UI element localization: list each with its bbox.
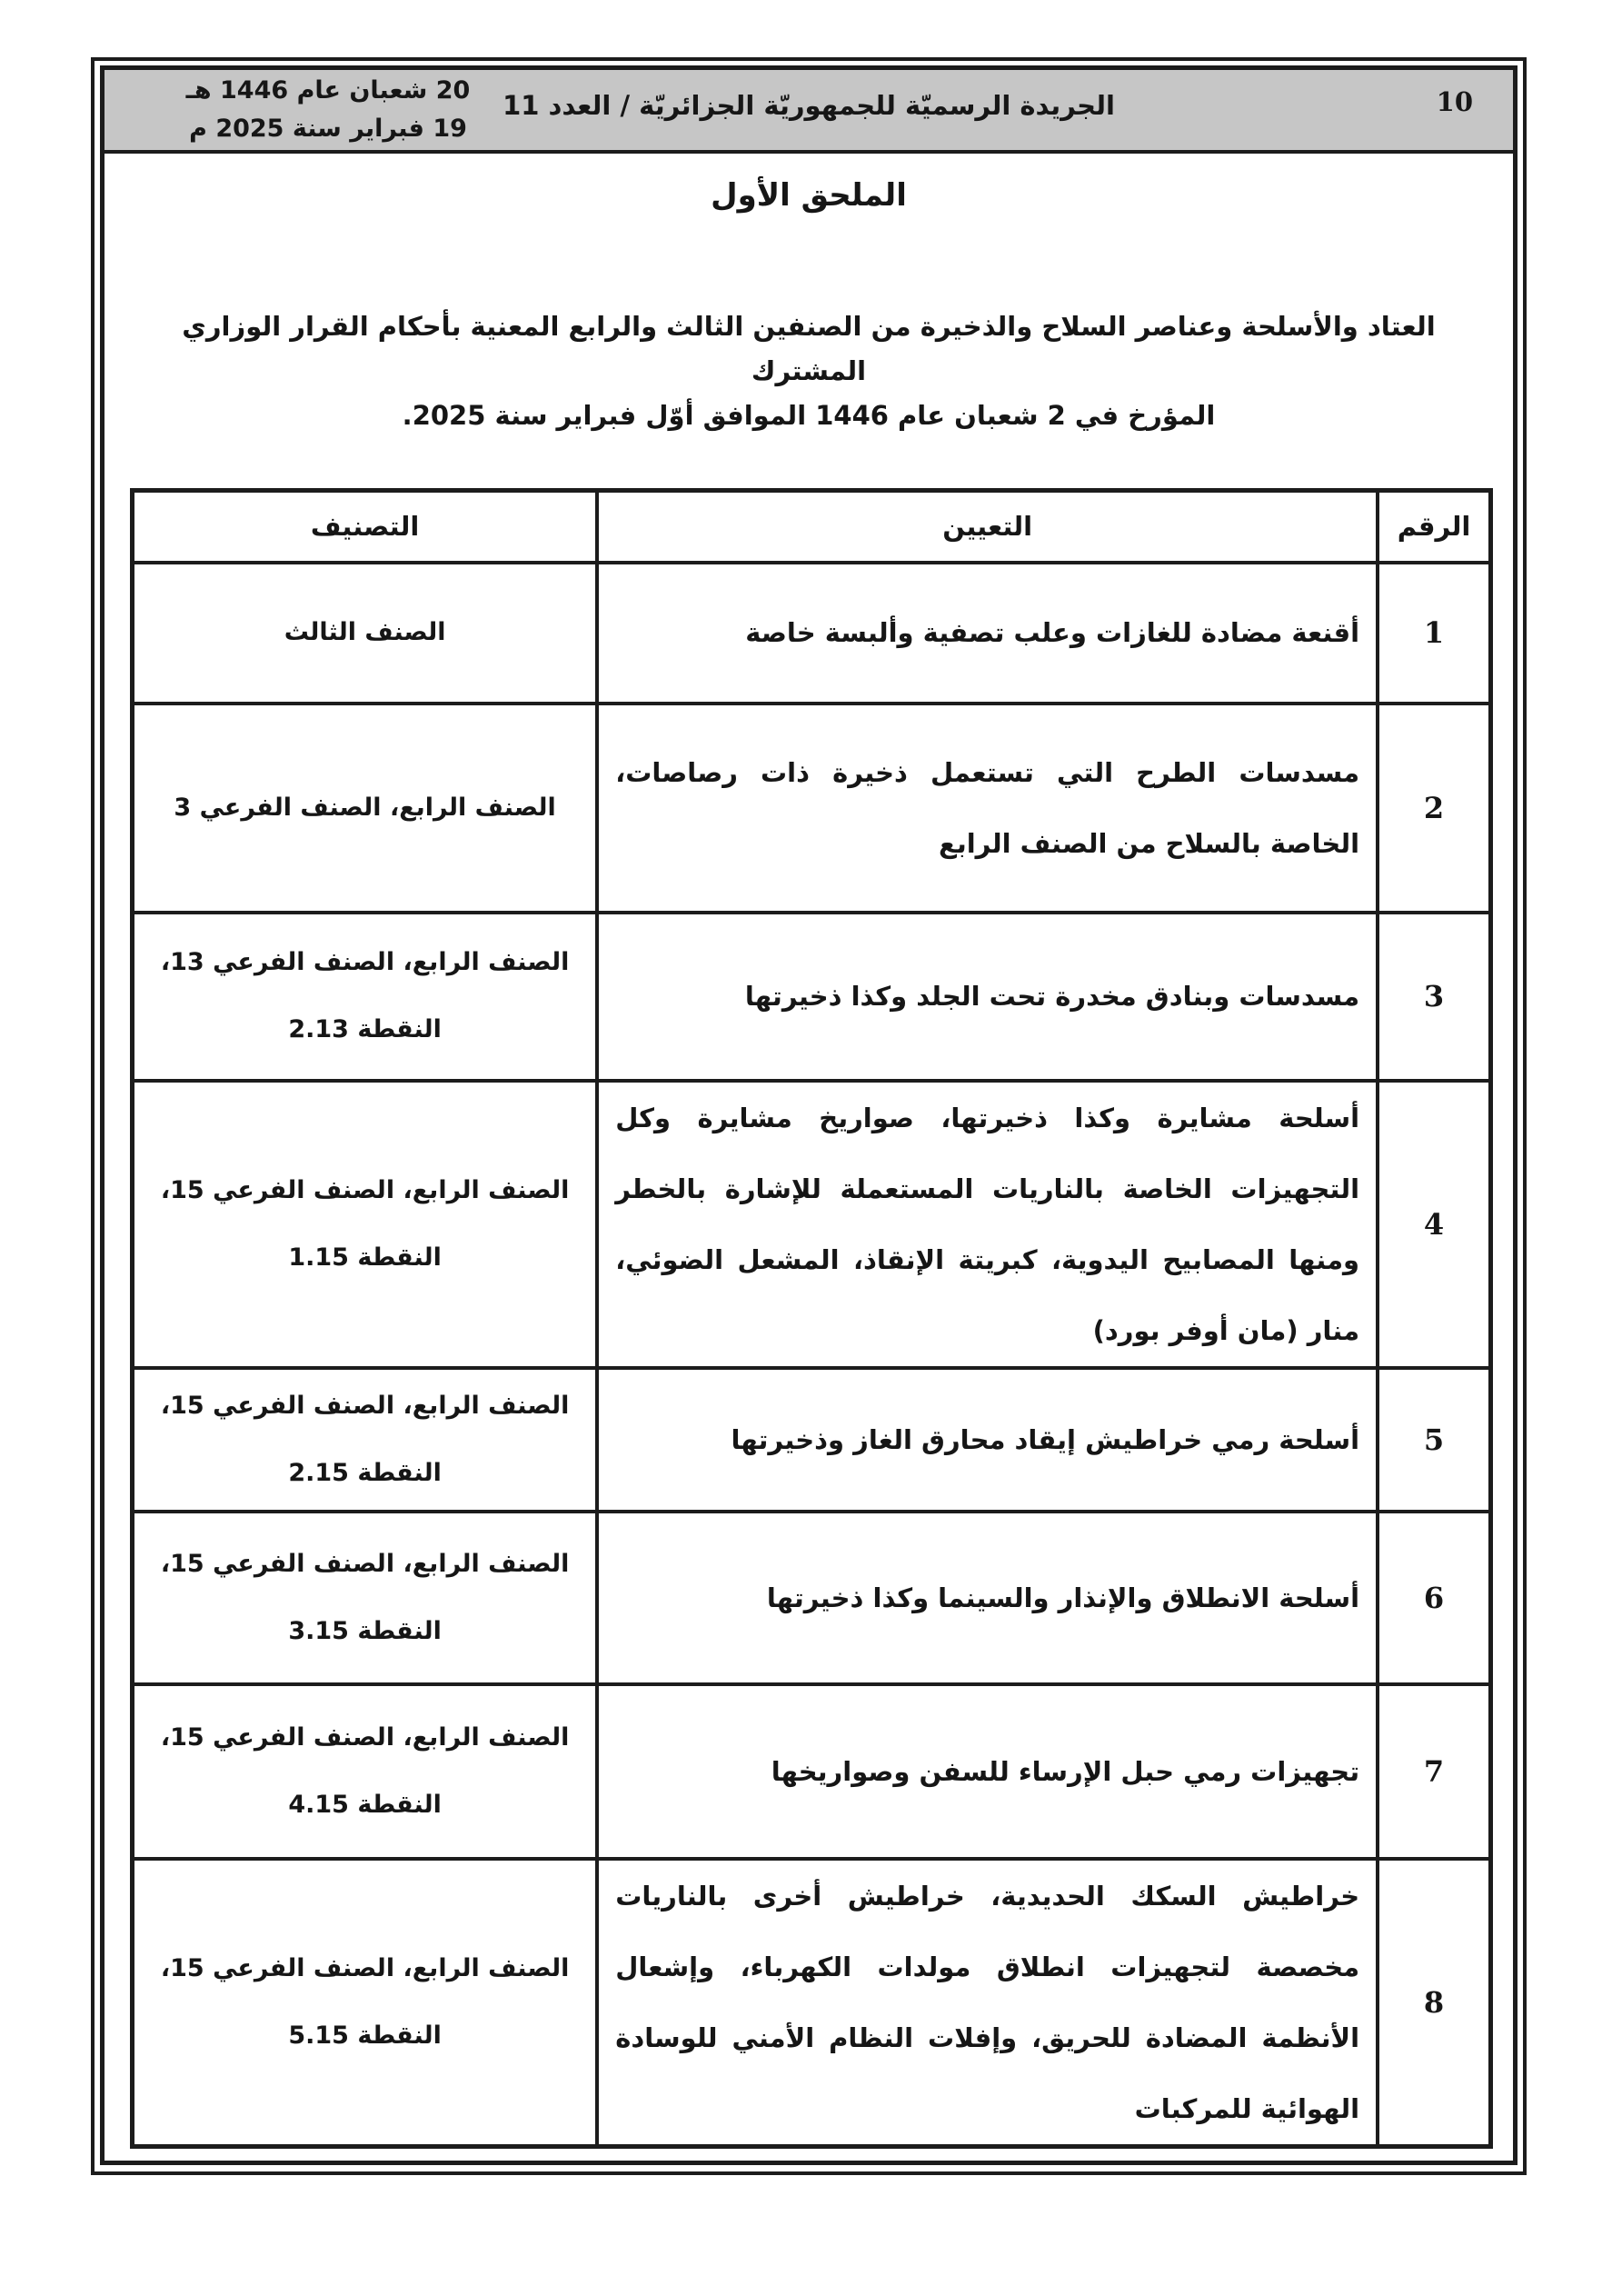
row-designation-cell xyxy=(597,1368,1378,1512)
row-classification-cell xyxy=(133,1859,598,2147)
row-designation-text: مسدسات وبنادق مخدرة تحت الجلد وكذا ذخيرتها xyxy=(744,981,1360,1012)
row-classification-line2: النقطة 2.15 xyxy=(288,1458,442,1487)
intro-paragraph xyxy=(141,304,1477,438)
row-classification-cell xyxy=(133,913,598,1081)
row-classification-line1: الصنف الرابع، الصنف الفرعي 15، xyxy=(160,1175,570,1204)
row-classification-line2: النقطة 1.15 xyxy=(288,1243,442,1272)
table-row xyxy=(133,1368,1491,1512)
row-classification-line1: الصنف الرابع، الصنف الفرعي 15، xyxy=(160,1549,570,1578)
intro-line-2: المؤرخ في 2 شعبان عام 1446 الموافق أوّل فبراير سنة 2025. xyxy=(402,400,1216,431)
page-border-inner xyxy=(100,65,1518,2165)
row-designation-cell xyxy=(597,1859,1378,2147)
page-border-outer xyxy=(91,57,1527,2175)
page-content xyxy=(104,70,1513,2161)
row-classification-cell xyxy=(133,704,598,913)
row-designation-text: أسلحة رمي خراطيش إيقاد محارق الغاز وذخيرتها xyxy=(731,1423,1360,1455)
row-classification-cell xyxy=(133,1368,598,1512)
date-hijri: 20 شعبان عام 1446 هـ xyxy=(185,76,471,105)
table-row xyxy=(133,563,1491,704)
column-header-classification: التصنيف xyxy=(133,491,598,563)
annex-title: الملحق الأول xyxy=(711,177,907,214)
table-row xyxy=(133,913,1491,1081)
row-number-cell: 1 xyxy=(1378,563,1490,704)
row-classification-line1: الصنف الرابع، الصنف الفرعي 3 xyxy=(174,793,556,822)
row-classification-cell xyxy=(133,1081,598,1368)
row-number-cell: 7 xyxy=(1378,1684,1490,1859)
row-number-cell: 4 xyxy=(1378,1081,1490,1368)
row-designation-cell xyxy=(597,1684,1378,1859)
row-designation-text: تجهيزات رمي حبل الإرساء للسفن وصواريخها xyxy=(771,1755,1360,1787)
row-designation-text: أسلحة مشايرة وكذا ذخيرتها، صواريخ مشايرة وكل التجهيزات الخاصة بالناريات المستعملة للإشارة بالخطر ومنها المصابيح اليدوية، كبريتة الإنقاذ، المشعل الضوئي، منار (مان أوفر بورد) xyxy=(615,1102,1360,1346)
table-row xyxy=(133,1081,1491,1368)
row-classification-cell xyxy=(133,563,598,704)
date-gregorian: 19 فبراير سنة 2025 م xyxy=(189,115,467,143)
row-number-cell: 8 xyxy=(1378,1859,1490,2147)
row-classification-cell xyxy=(133,1512,598,1684)
table-row xyxy=(133,1859,1491,2147)
row-classification-line1: الصنف الثالث xyxy=(284,618,446,646)
row-designation-cell xyxy=(597,1512,1378,1684)
column-header-designation: التعيين xyxy=(597,491,1378,563)
row-designation-cell xyxy=(597,563,1378,704)
row-designation-text: أسلحة الانطلاق والإنذار والسينما وكذا ذخيرتها xyxy=(766,1582,1360,1613)
table-body xyxy=(133,563,1491,2147)
row-number-cell: 5 xyxy=(1378,1368,1490,1512)
journal-title: الجريدة الرسميّة للجمهوريّة الجزائريّة / العدد 11 xyxy=(503,90,1115,121)
row-designation-cell xyxy=(597,704,1378,913)
row-classification-line1: الصنف الرابع، الصنف الفرعي 15، xyxy=(160,1391,570,1420)
row-classification-line2: النقطة 2.13 xyxy=(288,1015,442,1043)
column-header-number: الرقم xyxy=(1378,491,1490,563)
row-number-cell: 2 xyxy=(1378,704,1490,913)
table-row xyxy=(133,1684,1491,1859)
row-classification-line2: النقطة 4.15 xyxy=(288,1790,442,1819)
header-band xyxy=(104,70,1513,154)
table-header-row xyxy=(133,491,1491,563)
row-designation-text: خراطيش السكك الحديدية، خراطيش أخرى بالناريات مخصصة لتجهيزات انطلاق مولدات الكهرباء، وإشعال الأنظمة المضادة للحريق، وإفلات النظام الأمني للوسادة الهوائية للمركبات xyxy=(615,1880,1360,2124)
table-row xyxy=(133,1512,1491,1684)
row-designation-text: مسدسات الطرح التي تستعمل ذخيرة ذات رصاصات، الخاصة بالسلاح من الصنف الرابع xyxy=(615,756,1360,859)
row-number-cell: 3 xyxy=(1378,913,1490,1081)
row-number-cell: 6 xyxy=(1378,1512,1490,1684)
page-number: 10 xyxy=(1436,86,1473,117)
annex-table xyxy=(130,488,1493,2149)
row-designation-text: أقنعة مضادة للغازات وعلب تصفية وألبسة خاصة xyxy=(745,617,1360,648)
row-designation-cell xyxy=(597,913,1378,1081)
row-classification-cell xyxy=(133,1684,598,1859)
row-classification-line2: النقطة 3.15 xyxy=(288,1616,442,1645)
row-classification-line1: الصنف الرابع، الصنف الفرعي 13، xyxy=(160,948,570,976)
row-designation-cell xyxy=(597,1081,1378,1368)
table-row xyxy=(133,704,1491,913)
intro-line-1: العتاد والأسلحة وعناصر السلاح والذخيرة من الصنفين الثالث والرابع المعنية بأحكام القرار الوزاري المشترك xyxy=(182,311,1436,386)
row-classification-line2: النقطة 5.15 xyxy=(288,2021,442,2050)
row-classification-line1: الصنف الرابع، الصنف الفرعي 15، xyxy=(160,1953,570,1982)
row-classification-line1: الصنف الرابع، الصنف الفرعي 15، xyxy=(160,1722,570,1752)
